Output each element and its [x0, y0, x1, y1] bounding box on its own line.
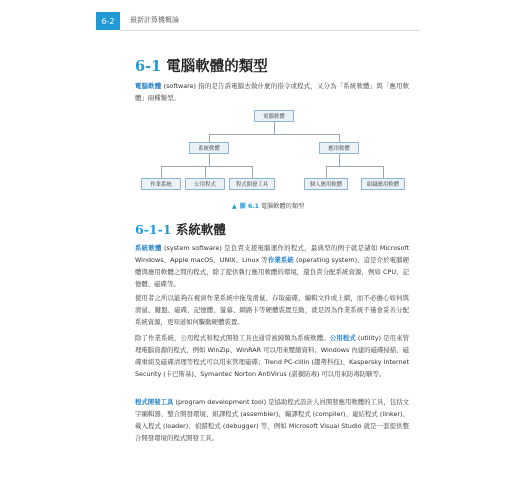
- connector-line: [274, 122, 275, 134]
- node-dev-tools: 程式開發工具: [229, 178, 275, 190]
- section-title-text: 電腦軟體的類型: [166, 58, 268, 75]
- term-dev-tools: 程式開發工具: [135, 398, 174, 406]
- paragraph-system-software: [135, 242, 409, 290]
- book-title: 最新計算機概論: [130, 16, 179, 24]
- connector-line: [205, 166, 206, 178]
- connector-line: [383, 166, 384, 178]
- paragraph-text: (system software) 是負責支援電腦運作的程式，最典型的例子就是諸如 Microsoft Windows、Apple macOS、UNIX、Linux 等: [135, 244, 409, 264]
- caption-text: 電腦軟體的類型: [260, 203, 305, 210]
- page-header: [0, 12, 520, 30]
- subsection-number: 6-1-1: [135, 222, 172, 237]
- connector-line: [339, 134, 340, 142]
- connector-line: [326, 166, 383, 167]
- connector-line: [161, 166, 162, 178]
- node-application-software: 應用軟體: [319, 142, 359, 154]
- caption-label: 圖 6.1: [239, 203, 259, 210]
- subsection-title: [135, 220, 226, 238]
- paragraph-text: (operating system)，這是介於電腦硬體與應用軟體之間的程式，除了提供執行應用軟體的環境，還負責分配系統資源，例如 CPU、記憶體、磁碟等。: [135, 256, 410, 288]
- paragraph-text: (program development tool) 是協助程式設計人員開發應用軟體的工具，包括文字編輯器、整合開發環境、組譯程式 (assembler)、編譯程式 (compiler)、連結程式 (linker)、載入程式 (loader)、偵錯程式 (debugger) 等，例如 Microsoft Visual Studio 就是一套提供整合開發環境的程式開發工具。: [135, 398, 410, 442]
- intro-paragraph: [135, 80, 409, 104]
- connector-line: [339, 154, 340, 166]
- connector-line: [326, 166, 327, 178]
- node-personal-apps: 個人應用軟體: [304, 178, 348, 190]
- intro-term: 電腦軟體: [135, 82, 162, 90]
- node-system-software: 系統軟體: [189, 142, 229, 154]
- software-types-diagram: [135, 104, 415, 199]
- header-divider: [120, 30, 420, 31]
- paragraph-text: (utility) 是用來管理電腦資源的程式，例如 WinZip、WinRAR 可以用來壓縮資料；Windows 內建的磁碟掃描、磁碟重組及磁碟清理等程式可以用來管理磁碟；Trend PC-cillin (趨勢科技)、Kaspersky Internet Security (卡巴斯基)、Symantec Norton AntiVirus (諾頓防毒) 可以用來防毒防駭等。: [135, 334, 409, 378]
- figure-caption: [232, 201, 304, 210]
- connector-line: [209, 154, 210, 166]
- paragraph-utilities: [135, 332, 409, 380]
- node-utility: 公用程式: [185, 178, 225, 190]
- intro-text: (software) 指的是告訴電腦去做什麼的指令或程式，又分為「系統軟體」與「應用軟體」兩種類型。: [135, 82, 410, 102]
- connector-line: [252, 166, 253, 178]
- term-system-software: 系統軟體: [135, 244, 162, 252]
- node-operating-system: 作業系統: [141, 178, 181, 190]
- subsection-title-text: 系統軟體: [175, 222, 226, 237]
- paragraph-text: 除了作業系統，公用程式和程式開發工具也通常被歸類為系統軟體。: [135, 334, 330, 342]
- paragraph-dev-tools: [135, 396, 409, 444]
- section-title: [135, 55, 268, 76]
- connector-line: [161, 166, 252, 167]
- node-organization-apps: 組織應用軟體: [361, 178, 405, 190]
- term-operating-system: 作業系統: [267, 256, 294, 264]
- caption-triangle-icon: ▲: [232, 203, 237, 210]
- paragraph-os-role: 使用者之所以能夠在視窗作業系統中拖曳滑鼠、存取磁碟、編輯文件或上網，而不必擔心如何與滑鼠、鍵盤、磁碟、記憶體、螢幕、網路卡等硬體裝置互動，就是因為作業系統不僅會妥善分配系統資源，更知道如何驅動硬體裝置。: [135, 294, 409, 326]
- page-number-tab: 6-2: [96, 12, 120, 30]
- term-utility: 公用程式: [329, 334, 356, 342]
- node-computer-software: 電腦軟體: [254, 110, 294, 122]
- connector-line: [209, 134, 210, 142]
- connector-line: [209, 134, 339, 135]
- section-number: 6-1: [135, 58, 162, 75]
